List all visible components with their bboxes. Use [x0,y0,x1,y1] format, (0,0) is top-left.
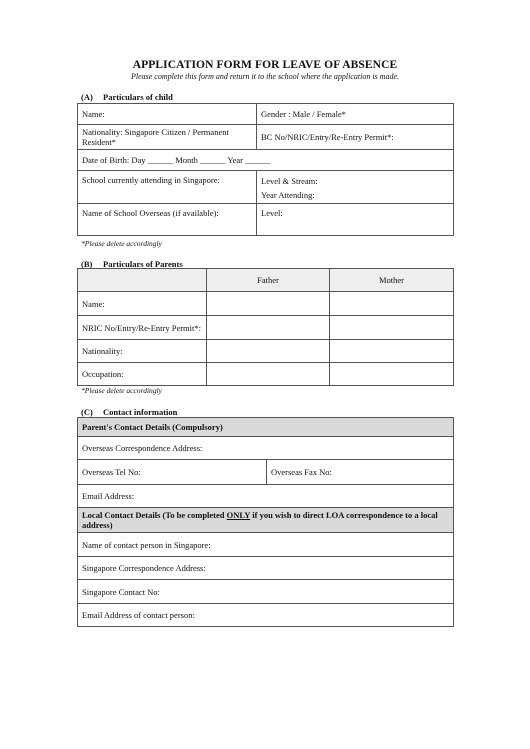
parent-occupation-label: Occupation: [78,363,207,386]
child-name-field[interactable] [78,104,257,125]
local-contact-number-label: Singapore Contact No: [82,586,160,597]
section-a-note: *Please delete accordingly [81,239,162,248]
parent-email-field[interactable] [78,485,454,508]
school-overseas-field[interactable] [78,203,257,235]
section-b-note: *Please delete accordingly [81,386,162,395]
local-contact-number-field[interactable] [78,580,454,604]
parent-name-label: Name: [78,292,207,316]
local-heading-text-2: if you wish to direct LOA correspondence to a local address) [82,510,438,530]
form-title: APPLICATION FORM FOR LEAVE OF ABSENCE [132,59,398,71]
local-heading-text-1: Local Contact Details (To be completed [82,510,227,520]
father-occupation-input[interactable] [207,363,330,386]
parent-nric-label: NRIC No/Entry/Re-Entry Permit*: [78,316,207,340]
section-b-letter: (B) [81,259,93,269]
overseas-level-label: Level: [261,207,283,218]
child-particulars-table [77,103,454,236]
overseas-fax-label: Overseas Fax No: [271,467,332,477]
section-c-heading [81,407,177,417]
child-nationality-field[interactable] [78,125,257,150]
mother-name-input[interactable] [330,292,454,316]
overseas-tel-label: Overseas Tel No: [82,467,141,477]
child-bc-number-label: BC No/NRIC/Entry/Re-Entry Permit*: [261,132,394,142]
local-email-label: Email Address of contact person: [82,610,195,620]
mother-occupation-input[interactable] [330,363,454,386]
section-c-title: Contact information [103,407,178,417]
child-dob-field[interactable] [78,150,454,171]
child-dob-label: Date of Birth: Day ______ Month ______ Year ______ [82,155,271,165]
parent-email-label: Email Address: [82,491,135,501]
mother-column-header: Mother [330,269,454,292]
year-attending-label: Year Attending: [261,190,315,201]
local-heading-emphasis: ONLY [226,510,251,520]
overseas-address-field[interactable] [78,437,454,460]
contact-information-table [77,417,454,627]
child-bc-number-field[interactable] [257,125,454,150]
father-column-header: Father [207,269,330,292]
overseas-tel-field[interactable] [78,460,267,485]
section-a-heading [81,92,173,102]
parents-particulars-table [77,268,454,386]
overseas-fax-field[interactable] [267,460,454,485]
local-contact-name-label: Name of contact person in Singapore: [82,539,211,550]
child-gender-label: Gender : Male / Female* [261,109,346,119]
local-address-label: Singapore Correspondence Address: [82,563,206,573]
child-gender-field[interactable] [257,104,454,125]
local-contact-heading [78,508,454,533]
local-email-field[interactable] [78,604,454,627]
parents-header-blank [78,269,207,292]
level-stream-field[interactable] [257,171,454,189]
form-subtitle: Please complete this form and return it to the school where the application is made. [130,72,400,81]
school-singapore-label: School currently attending in Singapore: [82,175,220,185]
section-c-letter: (C) [81,407,93,417]
parent-contact-heading: Parent's Contact Details (Compulsory) [78,418,454,437]
section-a-title: Particulars of child [103,92,173,102]
overseas-address-label: Overseas Correspondence Address: [82,443,203,453]
overseas-level-field[interactable] [257,203,454,235]
level-stream-label: Level & Stream: [261,176,318,186]
local-address-field[interactable] [78,557,454,580]
parent-nationality-label: Nationality: [78,340,207,363]
father-nric-input[interactable] [207,316,330,340]
child-name-label: Name: [82,109,105,119]
child-nationality-label: Nationality: Singapore Citizen / Permanent Resident* [82,127,229,147]
father-nationality-input[interactable] [207,340,330,363]
section-b-title: Particulars of Parents [103,259,183,269]
section-a-letter: (A) [81,92,93,102]
local-contact-name-field[interactable] [78,533,454,557]
school-overseas-label: Name of School Overseas (if available): [82,207,219,218]
year-attending-field[interactable] [257,188,454,203]
mother-nationality-input[interactable] [330,340,454,363]
mother-nric-input[interactable] [330,316,454,340]
father-name-input[interactable] [207,292,330,316]
school-singapore-field[interactable] [78,171,257,204]
